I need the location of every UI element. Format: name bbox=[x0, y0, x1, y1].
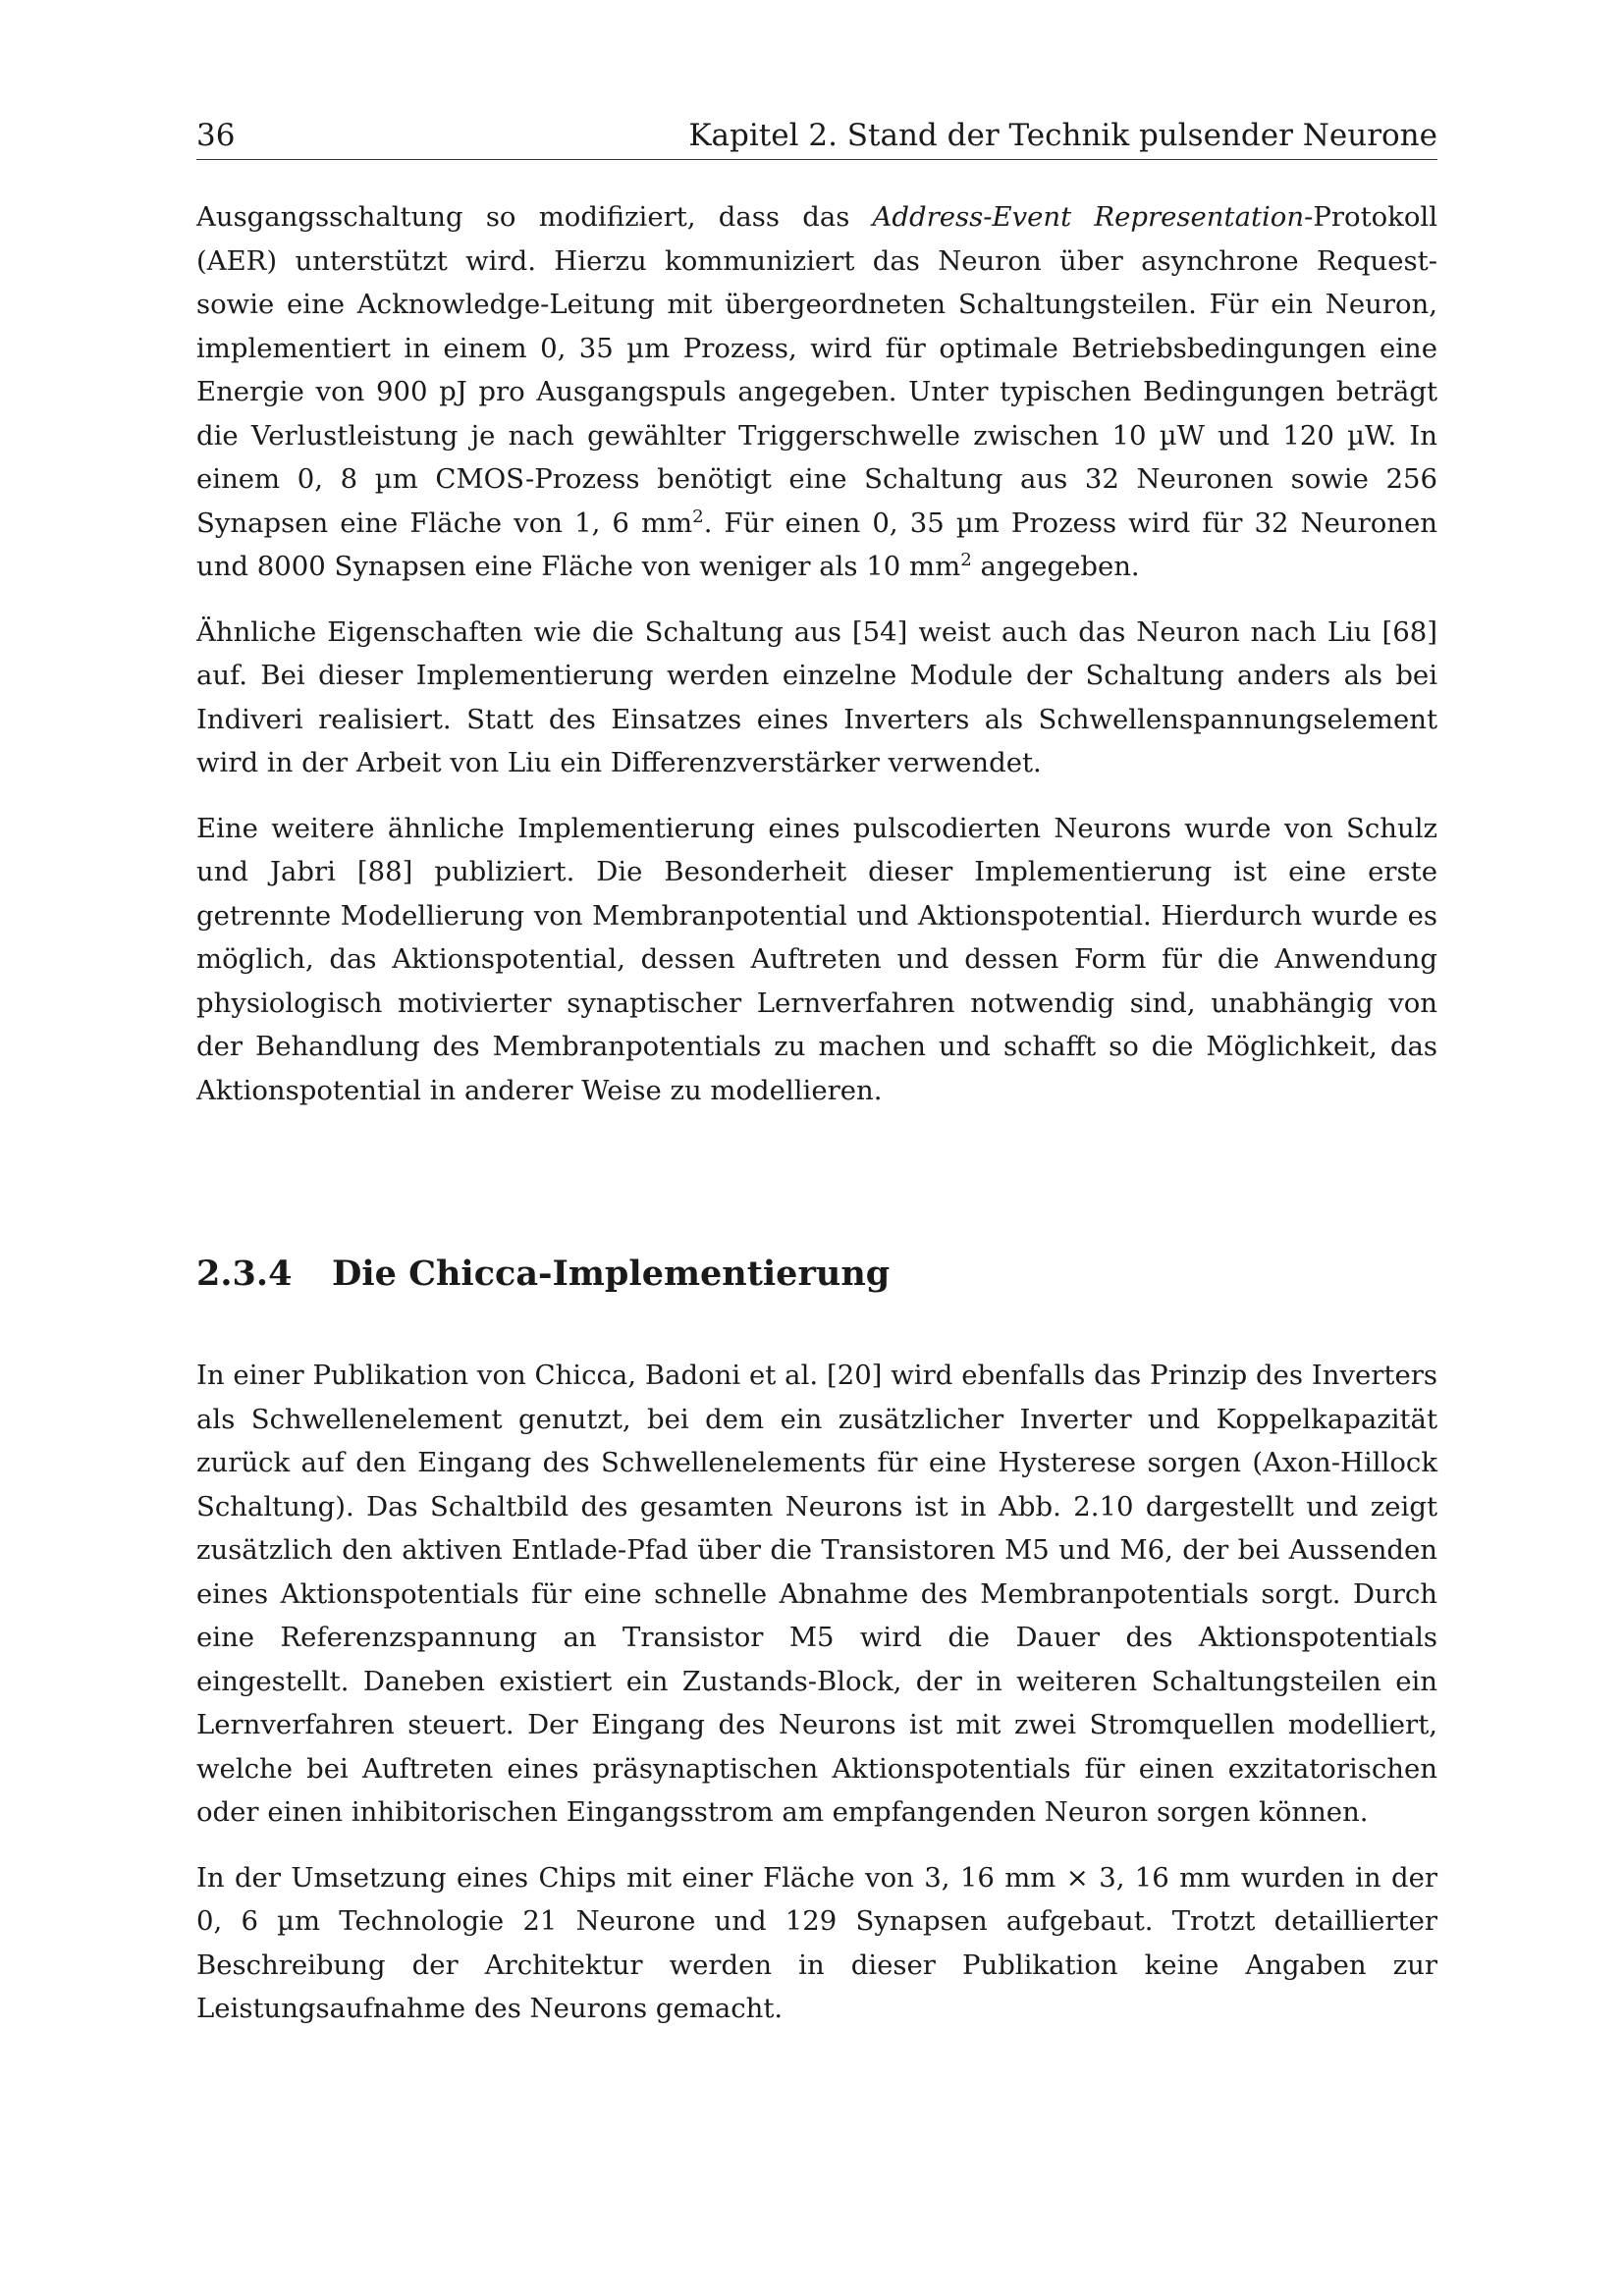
running-head bbox=[196, 116, 1437, 160]
paragraph-text: . Für einen 0, 35 µm Prozess wird für 32 Neuronen und 8000 Synapsen eine Fläche von weniger als 10 mm bbox=[196, 507, 1437, 582]
paragraph-liu-neuron: Ähnliche Eigenschaften wie die Schaltung aus [54] weist auch das Neuron nach Liu [68] auf. Bei dieser Implementierung werden einzelne Module der Schaltung anders als bei Indiveri realisiert. Statt des Einsatzes eines Inverters als Schwellenspannungselement wird in der Arbeit von Liu ein Differenzverstärker verwendet. bbox=[196, 615, 1437, 778]
paragraph-chip-implementation: In der Umsetzung eines Chips mit einer Fläche von 3, 16 mm × 3, 16 mm wurden in der 0, 6 µm Technologie 21 Neurone und 129 Synapsen aufgebaut. Trotzt detaillierter Beschreibung der Architektur werden in dieser Publikation keine Angaben zur Leistungsaufnahme des Neurons gemacht. bbox=[196, 1861, 1437, 2024]
paragraph-schulz-jabri: Eine weitere ähnliche Implementierung eines pulscodierten Neurons wurde von Schulz und Jabri [88] publiziert. Die Besonderheit dieser Implementierung ist eine erste getrennte Modellierung von Membranpotential und Aktionspotential. Hierdurch wurde es möglich, das Aktionspotential, dessen Auftreten und dessen Form für die Anwendung physiologisch motivierter synaptischer Lernverfahren notwendig sind, unabhängig von der Behandlung des Membranpotentials zu machen und schafft so die Möglichkeit, das Aktionspotential in anderer Weise zu modellieren. bbox=[196, 812, 1437, 1106]
paragraph-text: angegeben. bbox=[971, 551, 1140, 582]
superscript: 2 bbox=[692, 506, 704, 527]
section-title: Die Chicca-Implementierung bbox=[332, 1254, 891, 1294]
paragraph-text: Ausgangsschaltung so modifiziert, dass das bbox=[196, 201, 873, 233]
section-number: 2.3.4 bbox=[196, 1254, 293, 1294]
page-number: 36 bbox=[196, 118, 236, 153]
italic-term: Address-Event Representation bbox=[872, 201, 1305, 233]
page bbox=[196, 116, 1437, 2031]
paragraph-text: -Protokoll (AER) unterstützt wird. Hierzu kommuniziert das Neuron über asynchrone Request- sowie eine Acknowledge-Leitung mit übergeordneten Schaltungsteilen. Für ein Neuron, implementiert in einem 0, 35 µm Prozess, wird für optimale Betriebsbedingungen eine Energie von 900 pJ pro Ausgangspuls angegeben. Unter typischen Bedingungen beträgt die Verlustleistung je nach gewählter Triggerschwelle zwischen 10 µW und 120 µW. In einem 0, 8 µm CMOS-Prozess benötigt eine Schaltung aus 32 Neuronen sowie 256 Synapsen eine Fläche von 1, 6 mm bbox=[196, 201, 1437, 539]
section-heading bbox=[196, 1250, 1437, 1299]
chapter-title: Kapitel 2. Stand der Technik pulsender Neurone bbox=[688, 118, 1437, 153]
paragraph-chicca-publication: In einer Publikation von Chicca, Badoni et al. [20] wird ebenfalls das Prinzip des Inverters als Schwellenelement genutzt, bei dem ein zusätzlicher Inverter und Koppelkapazität zurück auf den Eingang des Schwellenelements für eine Hysterese sorgen (Axon-Hillock Schaltung). Das Schaltbild des gesamten Neurons ist in Abb. 2.10 dargestellt und zeigt zusätzlich den aktiven Entlade-Pfad über die Transistoren M5 und M6, der bei Aussenden eines Aktionspotentials für eine schnelle Abnahme des Membranpotentials sorgt. Durch eine Referenzspannung an Transistor M5 wird die Dauer des Aktionspotentials eingestellt. Daneben existiert ein Zustands-Block, der in weiteren Schaltungsteilen ein Lernverfahren steuert. Der Eingang des Neurons ist mit zwei Stromquellen modelliert, welche bei Auftreten eines präsynaptischen Aktionspotentials für einen exzitatorischen oder einen inhibitorischen Eingangsstrom am empfangenden Neuron sorgen können. bbox=[196, 1360, 1437, 1828]
superscript: 2 bbox=[960, 550, 972, 571]
paragraph-aer-protocol bbox=[196, 195, 1437, 589]
